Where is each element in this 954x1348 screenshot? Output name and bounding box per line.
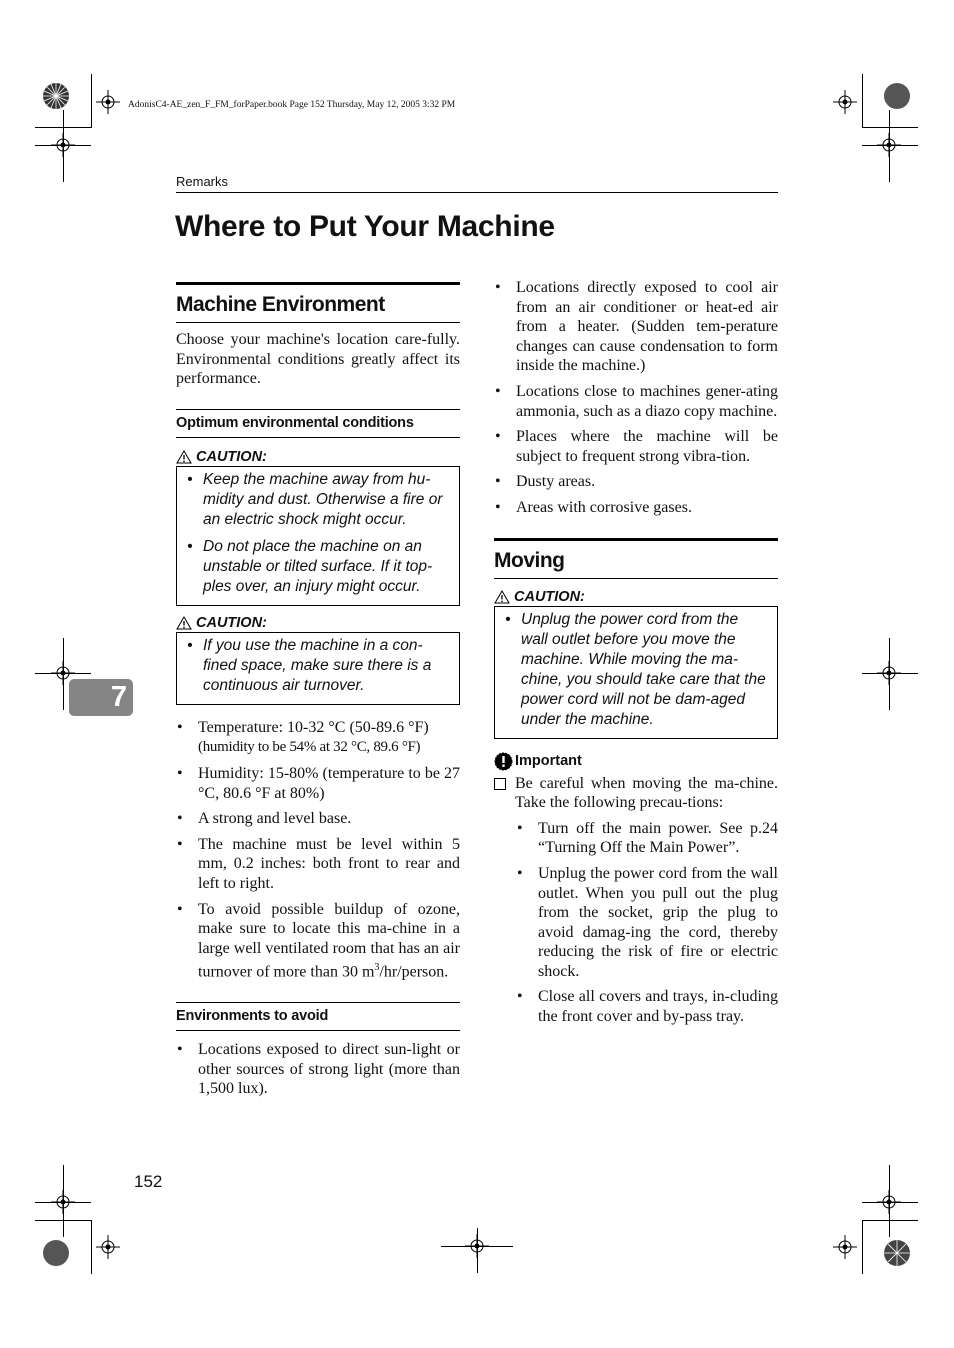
section-heading-machine-environment: Machine Environment [176, 293, 385, 316]
avoid-item: Locations close to machines gener-ating ammonia, such as a diazo copy machine. [516, 382, 778, 420]
subsection-heading-avoid: Environments to avoid [176, 1008, 329, 1025]
list-item [494, 472, 778, 492]
important-text: Be careful when moving the ma-chine. Take the following precau-tions: [515, 774, 778, 812]
bullet-icon: • [177, 718, 183, 736]
condition-humidity: Humidity: 15-80% (temperature to be 27 °C, 80.6 °F at 80%) [198, 764, 460, 802]
bullet-icon: • [187, 636, 193, 654]
bullet-icon: • [177, 810, 183, 828]
caution-item [177, 636, 451, 696]
list-item [494, 427, 778, 466]
caution-label: CAUTION: [196, 614, 267, 631]
page-number: 152 [134, 1172, 163, 1191]
important-badge-icon [494, 752, 513, 771]
crosshair-icon [96, 1235, 120, 1259]
section-heading-moving: Moving [494, 548, 565, 572]
condition-level: The machine must be level within 5 mm, 0.2 inches: both front to rear and left to right. [198, 835, 460, 892]
bullet-icon: • [177, 1041, 183, 1059]
registration-target-icon [38, 1235, 74, 1271]
caution-label: CAUTION: [514, 588, 585, 605]
moving-step: Turn off the main power. See p.24 “Turning Off the Main Power”. [538, 819, 778, 857]
caution-label: CAUTION: [196, 448, 267, 465]
caution-text: Keep the machine away from hu-midity and dust. Otherwise a fire or an electric shock might occur. [203, 470, 443, 528]
bullet-icon: • [187, 537, 193, 555]
file-info: AdonisC4-AE_zen_F_FM_forPaper.book Page 152 Thursday, May 12, 2005 3:32 PM [128, 100, 456, 110]
bullet-icon: • [517, 864, 523, 882]
registration-target-icon [38, 78, 74, 114]
chapter-tab: 7 [69, 679, 133, 716]
list-item [494, 278, 778, 376]
list-item [494, 987, 778, 1026]
section-rule [494, 538, 778, 541]
avoid-item: Locations exposed to direct sun-light or other sources of strong light (more than 1,500 lux). [198, 1041, 460, 1098]
caution-item [177, 537, 451, 597]
intro-text: Choose your machine's location care-fully. Environmental conditions greatly affect its performance. [176, 331, 460, 388]
caution-box [494, 606, 778, 739]
crosshair-icon [51, 133, 75, 157]
important-heading [494, 752, 778, 771]
bullet-icon: • [495, 279, 501, 296]
intro-paragraph [176, 330, 460, 389]
registration-target-icon [879, 1235, 915, 1271]
subsection-rule [176, 1030, 460, 1031]
checkbox-icon [494, 778, 506, 790]
crosshair-icon [877, 133, 901, 157]
warning-triangle-icon [176, 616, 192, 630]
bullet-icon: • [177, 764, 183, 782]
section-rule [176, 282, 460, 285]
crosshair-icon [833, 90, 857, 114]
bullet-icon: • [495, 428, 501, 446]
bullet-icon: • [187, 470, 193, 488]
list-item [494, 864, 778, 982]
list-item [176, 1040, 460, 1099]
important-item [494, 774, 778, 813]
bullet-icon: • [495, 382, 501, 400]
right-column [494, 278, 778, 1027]
list-item [176, 718, 460, 758]
subsection-rule [176, 409, 460, 410]
section-rule [176, 322, 460, 323]
subsection-rule [176, 1002, 460, 1003]
bullet-icon: • [517, 988, 523, 1006]
avoid-item: Areas with corrosive gases. [516, 498, 692, 516]
page-title: Where to Put Your Machine [175, 210, 555, 243]
moving-steps [494, 819, 778, 1027]
left-column [176, 282, 460, 1099]
list-item [494, 498, 778, 518]
bullet-icon: • [505, 610, 511, 628]
condition-ozone: To avoid possible buildup of ozone, make sure to locate this ma-chine in a large well ventilated room that has an air turnover of more than 30 $m^3/hr$/person. [198, 900, 460, 981]
running-header: Remarks [176, 174, 229, 189]
subsection-rule [176, 437, 460, 438]
moving-step: Close all covers and trays, in-cluding the front cover and by-pass tray. [538, 988, 778, 1026]
avoid-list [176, 1040, 460, 1099]
caution-heading [176, 449, 460, 465]
crosshair-icon [877, 1190, 901, 1214]
caution-box [176, 632, 460, 705]
list-item [176, 809, 460, 829]
bullet-icon: • [517, 819, 523, 837]
bullet-icon: • [177, 900, 183, 918]
crosshair-icon [465, 1234, 489, 1258]
caution-heading [494, 589, 778, 605]
bullet-icon: • [495, 473, 501, 491]
header-rule [176, 192, 778, 193]
avoid-item: Places where the machine will be subject to frequent strong vibra-tion. [516, 428, 778, 465]
crosshair-icon [96, 90, 120, 114]
list-item [176, 764, 460, 803]
crosshair-icon [833, 1235, 857, 1259]
caution-heading [176, 615, 460, 631]
bullet-icon: • [177, 835, 183, 853]
list-item [494, 819, 778, 858]
list-item [176, 835, 460, 894]
list-item [494, 382, 778, 421]
crosshair-icon [877, 661, 901, 685]
caution-text: Do not place the machine on an unstable or tilted surface. If it top-ples over, an injury might occur. [203, 537, 433, 595]
condition-temperature: Temperature: 10-32 °C (50-89.6 °F) [198, 718, 429, 736]
important-label: Important [515, 753, 582, 770]
caution-text: Unplug the power cord from the wall outlet before you move the machine. While moving the ma-chine, you should take care that the power cord will not be dam-aged under the machine. [521, 610, 766, 728]
crosshair-icon [51, 1190, 75, 1214]
caution-box [176, 466, 460, 606]
caution-item [177, 470, 451, 530]
list-item [176, 900, 460, 983]
avoid-item: Dusty areas. [516, 473, 596, 491]
section-rule [494, 578, 778, 579]
caution-text: If you use the machine in a con-fined space, make sure there is a continuous air turnover. [203, 636, 432, 694]
caution-item [495, 610, 769, 730]
condition-base: A strong and level base. [198, 810, 352, 828]
registration-target-icon [879, 78, 915, 114]
warning-triangle-icon [494, 590, 510, 604]
avoid-item: Locations directly exposed to cool air from an air conditioner or heat-ed air from a heater. (Sudden tem-perature changes can cause condensation to form inside the machine.) [516, 279, 778, 375]
warning-triangle-icon [176, 450, 192, 464]
subsection-heading-optimum: Optimum environmental conditions [176, 414, 414, 431]
moving-step: Unplug the power cord from the wall outlet. When you pull out the plug from the socket, grip the plug to avoid damag-ing the cord, thereby reducing the risk of fire or electric shock. [538, 864, 778, 980]
temperature-note: (humidity to be 54% at 32 °C, 89.6 °F) [198, 739, 421, 756]
conditions-list [176, 718, 460, 982]
bullet-icon: • [495, 498, 501, 516]
